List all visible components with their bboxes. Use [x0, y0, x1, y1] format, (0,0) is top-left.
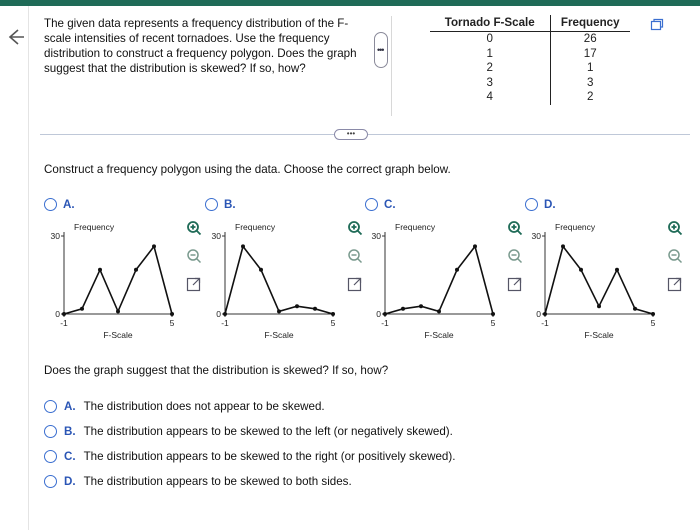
table-row	[430, 47, 630, 62]
table-header-fscale: Tornado F-Scale	[430, 15, 550, 32]
frequency-polygon-chart	[525, 216, 665, 346]
table-row	[430, 32, 630, 47]
data-point	[80, 307, 84, 311]
graph-option-d[interactable]	[525, 198, 685, 358]
data-point	[651, 312, 655, 316]
data-point	[313, 307, 317, 311]
x-tick-label: 5	[490, 318, 496, 328]
data-point	[98, 268, 102, 272]
y-tick-label: 30	[531, 231, 541, 241]
data-point	[62, 312, 66, 316]
answer-text: The distribution appears to be skewed to both sides.	[83, 475, 352, 488]
data-point	[473, 244, 477, 248]
y-axis-label: Frequency	[74, 222, 115, 232]
y-tick-label: 0	[55, 309, 60, 319]
frequency-polygon-chart	[365, 216, 505, 346]
table-cell: 0	[430, 32, 550, 47]
data-point	[579, 268, 583, 272]
table-cell: 2	[430, 61, 550, 76]
table-cell: 2	[587, 90, 594, 103]
radio-button[interactable]	[44, 198, 57, 211]
copy-table-icon[interactable]	[650, 18, 664, 32]
option-header[interactable]	[44, 198, 75, 211]
option-header[interactable]	[525, 198, 556, 211]
option-letter: B.	[224, 198, 236, 211]
skew-prompt: Does the graph suggest that the distribution is skewed? If so, how?	[44, 364, 389, 377]
table-cell: 3	[430, 76, 550, 91]
table-header-frequency: Frequency	[550, 15, 630, 32]
zoom-in-icon[interactable]	[186, 220, 202, 236]
graph-tools	[667, 220, 685, 310]
data-point	[597, 304, 601, 308]
table-row	[430, 90, 630, 105]
x-tick-label: -1	[60, 318, 68, 328]
answer-text: The distribution appears to be skewed to the left (or negatively skewed).	[83, 425, 453, 438]
frequency-table	[430, 15, 630, 105]
zoom-in-icon[interactable]	[507, 220, 523, 236]
answer-option-a[interactable]	[44, 400, 564, 413]
answer-text: The distribution does not appear to be skewed.	[83, 400, 325, 413]
vertical-divider	[391, 16, 392, 116]
data-point	[615, 268, 619, 272]
polygon-line	[545, 246, 653, 314]
y-tick-label: 0	[376, 309, 381, 319]
data-point	[170, 312, 174, 316]
data-point	[116, 309, 120, 313]
frequency-polygon-chart	[205, 216, 345, 346]
data-point	[152, 244, 156, 248]
answer-letter: C.	[64, 450, 76, 463]
y-tick-label: 0	[216, 309, 221, 319]
graph-tools	[507, 220, 525, 310]
polygon-line	[64, 246, 172, 314]
data-point	[543, 312, 547, 316]
option-letter: C.	[384, 198, 396, 211]
answer-letter: D.	[64, 475, 76, 488]
data-point	[223, 312, 227, 316]
data-point	[437, 309, 441, 313]
data-point	[331, 312, 335, 316]
data-point	[419, 304, 423, 308]
radio-button[interactable]	[44, 475, 57, 488]
x-axis-label: F-Scale	[584, 330, 614, 340]
more-button[interactable]: •••	[334, 129, 368, 140]
table-cell: 1	[430, 47, 550, 62]
popout-icon[interactable]	[347, 276, 363, 292]
data-point	[561, 244, 565, 248]
answer-letter: B.	[64, 425, 76, 438]
data-point	[491, 312, 495, 316]
option-header[interactable]	[365, 198, 396, 211]
graph-option-b[interactable]	[205, 198, 365, 358]
data-point	[633, 307, 637, 311]
option-header[interactable]	[205, 198, 236, 211]
table-row	[430, 76, 630, 91]
answer-option-b[interactable]	[44, 425, 564, 438]
x-tick-label: 5	[650, 318, 656, 328]
left-divider	[28, 6, 29, 530]
radio-button[interactable]	[205, 198, 218, 211]
data-point	[241, 244, 245, 248]
radio-button[interactable]	[44, 400, 57, 413]
expand-panel-button[interactable]	[374, 32, 388, 68]
data-point	[455, 268, 459, 272]
polygon-line	[225, 246, 333, 314]
table-cell: 17	[583, 46, 597, 60]
zoom-out-icon[interactable]	[667, 248, 683, 264]
ellipsis-icon: •••	[377, 45, 384, 55]
radio-button[interactable]	[44, 450, 57, 463]
radio-button[interactable]	[365, 198, 378, 211]
y-axis-label: Frequency	[395, 222, 436, 232]
data-point	[383, 312, 387, 316]
data-point	[295, 304, 299, 308]
radio-button[interactable]	[44, 425, 57, 438]
frequency-polygon-chart	[44, 216, 184, 346]
zoom-out-icon[interactable]	[507, 248, 523, 264]
top-bar	[0, 0, 700, 6]
popout-icon[interactable]	[667, 276, 683, 292]
y-axis-label: Frequency	[555, 222, 596, 232]
zoom-out-icon[interactable]	[186, 248, 202, 264]
option-letter: A.	[63, 198, 75, 211]
zoom-out-icon[interactable]	[347, 248, 363, 264]
data-point	[134, 268, 138, 272]
x-axis-label: F-Scale	[264, 330, 294, 340]
x-tick-label: 5	[169, 318, 175, 328]
y-tick-label: 30	[211, 231, 221, 241]
y-tick-label: 30	[50, 231, 60, 241]
x-tick-label: -1	[381, 318, 389, 328]
radio-button[interactable]	[525, 198, 538, 211]
polygon-line	[385, 246, 493, 314]
answer-option-c[interactable]	[44, 450, 564, 463]
x-axis-label: F-Scale	[424, 330, 454, 340]
zoom-in-icon[interactable]	[347, 220, 363, 236]
table-row	[430, 61, 630, 76]
option-letter: D.	[544, 198, 556, 211]
popout-icon[interactable]	[507, 276, 523, 292]
x-axis-label: F-Scale	[103, 330, 133, 340]
table-cell: 1	[587, 61, 594, 74]
data-point	[277, 309, 281, 313]
table-cell: 3	[587, 75, 594, 89]
question-text: The given data represents a frequency distribution of the F-scale intensities of recent tornadoes. Use the frequency distribution to construct a frequency polygon. Does the graph suggest that the distribution is skewed? If so, how?	[44, 17, 357, 75]
popout-icon[interactable]	[186, 276, 202, 292]
data-point	[401, 307, 405, 311]
answer-letter: A.	[64, 400, 76, 413]
x-tick-label: -1	[221, 318, 229, 328]
graph-option-a[interactable]	[44, 198, 204, 358]
y-tick-label: 30	[371, 231, 381, 241]
answer-text: The distribution appears to be skewed to the right (or positively skewed).	[83, 450, 456, 463]
y-tick-label: 0	[536, 309, 541, 319]
x-tick-label: 5	[330, 318, 336, 328]
graph-tools	[186, 220, 204, 310]
zoom-in-icon[interactable]	[667, 220, 683, 236]
data-point	[259, 268, 263, 272]
graph-prompt: Construct a frequency polygon using the data. Choose the correct graph below.	[44, 163, 451, 176]
back-arrow-icon[interactable]	[4, 26, 26, 48]
y-axis-label: Frequency	[235, 222, 276, 232]
answer-option-d[interactable]	[44, 475, 564, 488]
table-cell: 4	[430, 90, 550, 105]
x-tick-label: -1	[541, 318, 549, 328]
graph-option-c[interactable]	[365, 198, 525, 358]
graph-tools	[347, 220, 365, 310]
table-cell: 26	[583, 32, 597, 45]
